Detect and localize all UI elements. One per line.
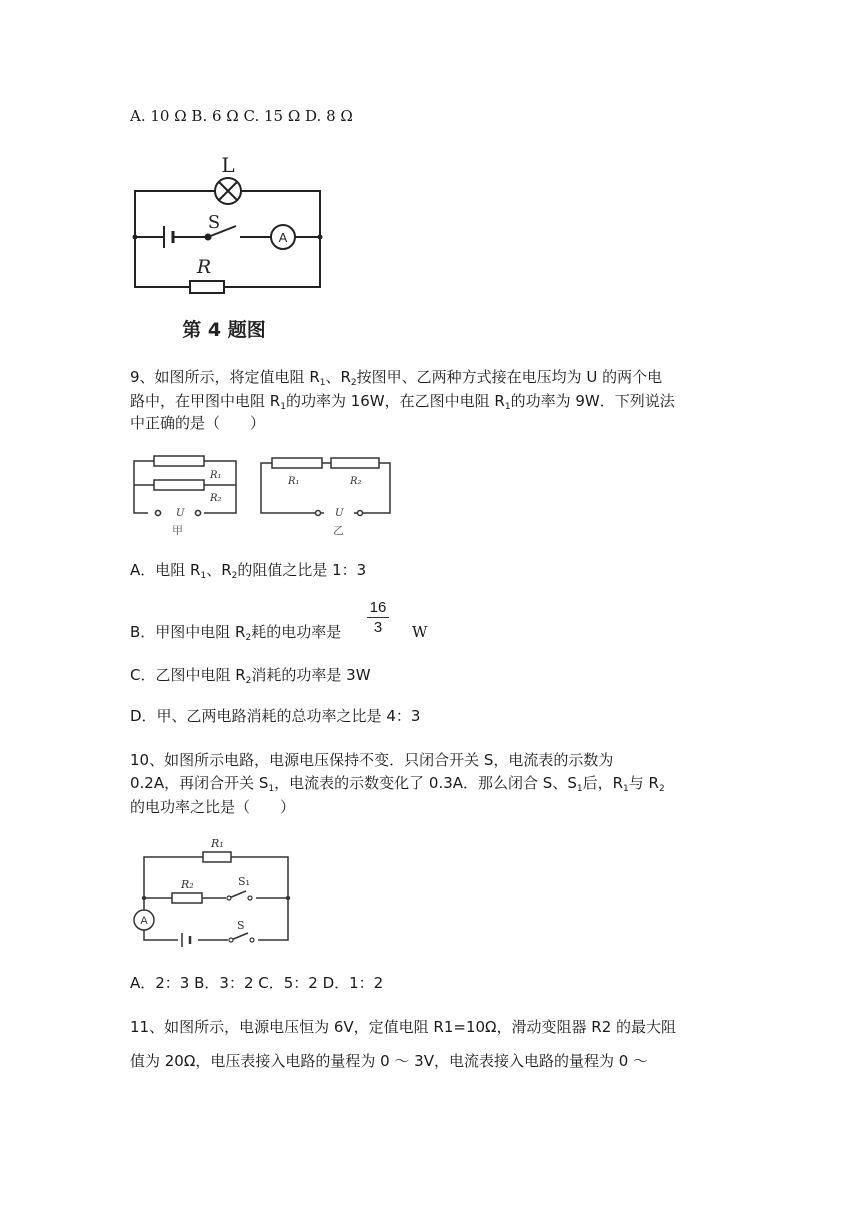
q9-fig-yi: 乙 (333, 524, 344, 537)
q9-option-a: A．电阻 $R_1$、$R_2$的阻值之比是 1：3 (130, 561, 367, 581)
q10-options: A．2：3 B．3：2 C．5：2 D．1：2 (130, 974, 384, 992)
q9-option-c: C．乙图中电阻 $R_2$消耗的功率是 3W (130, 666, 371, 686)
fig4-caption: 第 4 题图 (182, 319, 266, 341)
q9-fig-r1-yi: R₁ (288, 476, 300, 487)
q9-line-3: 中正确的是（ ） (130, 414, 266, 432)
q10-fig-r1: R₁ (211, 837, 224, 850)
q11-line-1: 11、如图所示，电源电压恒为 6V，定值电阻 R1=10Ω，滑动变阻器 R2 的最大阻 (130, 1018, 677, 1036)
q8-options: A. 10 Ω B. 6 Ω C. 15 Ω D. 8 Ω (130, 107, 353, 125)
q9-line-2: 路中，在甲图中电阻 $R_1$的功率为 16W，在乙图中电阻 $R_1$的功率为 9W．下列说法 (130, 392, 675, 412)
q11-line-2: 值为 20Ω，电压表接入电路的量程为 0 ～ 3V，电流表接入电路的量程为 0 ～ (130, 1052, 649, 1070)
figure-4-circuit (128, 150, 328, 345)
fig4-label-s: S (207, 212, 221, 233)
q10-figure (128, 832, 298, 952)
q9-fig-r2-jia: R₂ (210, 493, 222, 504)
q9-line-1: 9、如图所示，将定值电阻 $R_1$、$R_2$按图甲、乙两种方式接在电压均为 U 的两个电 (130, 368, 663, 388)
q9-option-b-fraction (365, 599, 391, 636)
q10-fig-ammeter: A (140, 915, 148, 927)
fig4-label-l: L (221, 153, 235, 177)
q10-line-2: 0.2A，再闭合开关 $S_1$，电流表的示数变化了 0.3A．那么闭合 S、$S_1$后，$R_1$与 $R_2$ (130, 774, 665, 794)
fraction-numerator: 16 (369, 599, 387, 616)
q10-fig-s: S (237, 919, 245, 932)
q9-option-b-unit: W (412, 623, 428, 641)
q9-fig-u-yi: U (335, 508, 344, 519)
q10-fig-r2: R₂ (181, 878, 194, 891)
q9-fig-jia: 甲 (172, 524, 183, 537)
q10-line-1: 10、如图所示电路，电源电压保持不变．只闭合开关 S，电流表的示数为 (130, 751, 614, 769)
q10-fig-s1: S₁ (238, 875, 250, 888)
q9-fig-r2-yi: R₂ (350, 476, 362, 487)
q9-option-d: D．甲、乙两电路消耗的总功率之比是 4：3 (130, 707, 421, 725)
q9-fig-r1-jia: R₁ (210, 470, 222, 481)
fig4-ammeter-label: A (278, 230, 288, 245)
q10-line-3: 的电功率之比是（ ） (130, 798, 296, 816)
q9-figure (128, 452, 398, 542)
fraction-denominator: 3 (373, 619, 383, 636)
fig4-label-r: R (196, 256, 212, 278)
q9-option-b: B．甲图中电阻 $R_2$耗的电功率是 (130, 623, 342, 643)
q9-fig-u-jia: U (176, 508, 185, 519)
